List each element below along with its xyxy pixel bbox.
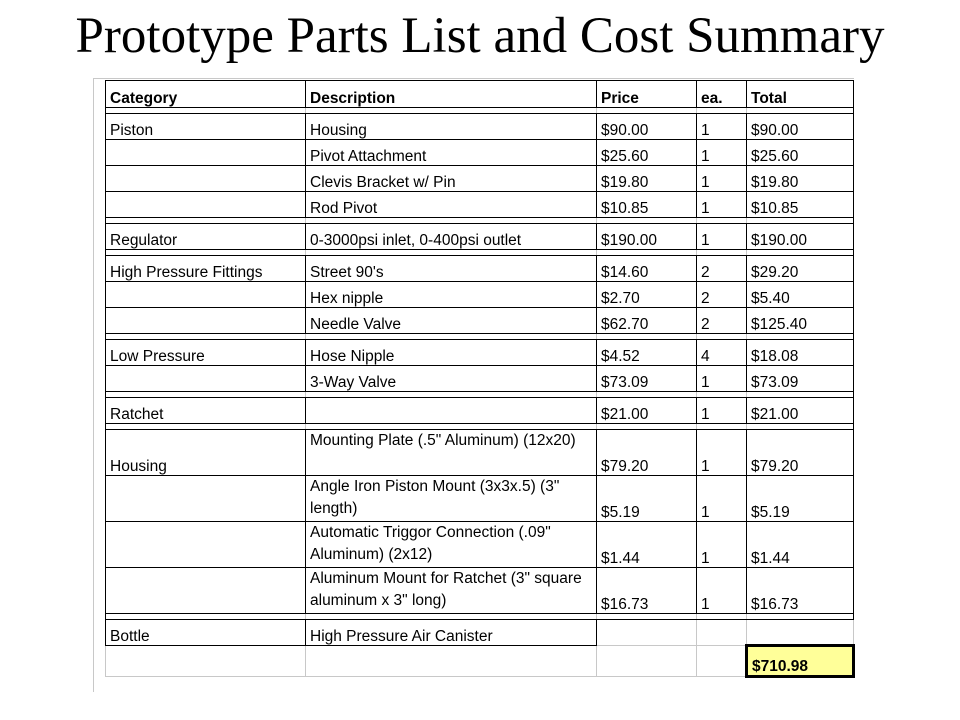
cell-total: $10.85 bbox=[747, 192, 854, 218]
cell-quantity: 1 bbox=[697, 140, 747, 166]
cell-description: Street 90's bbox=[306, 256, 597, 282]
cell-description: Mounting Plate (.5" Aluminum) (12x20) bbox=[306, 430, 597, 476]
cell-total: $25.60 bbox=[747, 140, 854, 166]
cell-total: $21.00 bbox=[747, 398, 854, 424]
cell-total: $19.80 bbox=[747, 166, 854, 192]
cell-category bbox=[106, 166, 306, 192]
cell-price: $73.09 bbox=[597, 366, 697, 392]
cell-category: High Pressure Fittings bbox=[106, 256, 306, 282]
cell-category bbox=[106, 140, 306, 166]
cell-quantity: 1 bbox=[697, 192, 747, 218]
cell-quantity: 1 bbox=[697, 568, 747, 614]
cell-description: Rod Pivot bbox=[306, 192, 597, 218]
cell-quantity: 1 bbox=[697, 114, 747, 140]
cell-description: Hose Nipple bbox=[306, 340, 597, 366]
cell-total: $5.19 bbox=[747, 476, 854, 522]
cell-price: $25.60 bbox=[597, 140, 697, 166]
cell-total: $1.44 bbox=[747, 522, 854, 568]
cell-price: $14.60 bbox=[597, 256, 697, 282]
table-row bbox=[106, 192, 854, 218]
cell-quantity: 1 bbox=[697, 224, 747, 250]
cell-description: Pivot Attachment bbox=[306, 140, 597, 166]
header-category: Category bbox=[106, 81, 306, 108]
cell-category bbox=[106, 192, 306, 218]
cell-price: $79.20 bbox=[597, 430, 697, 476]
cell-quantity: 1 bbox=[697, 430, 747, 476]
grand-total-cell[interactable]: $710.98 bbox=[747, 646, 854, 677]
cell-description: Clevis Bracket w/ Pin bbox=[306, 166, 597, 192]
cell-price: $19.80 bbox=[597, 166, 697, 192]
empty-cell bbox=[597, 646, 697, 677]
table-row bbox=[106, 140, 854, 166]
table-row bbox=[106, 620, 854, 646]
cell-category: Regulator bbox=[106, 224, 306, 250]
cell-category: Bottle bbox=[106, 620, 306, 646]
parts-table bbox=[105, 80, 855, 678]
header-row bbox=[106, 81, 854, 108]
cell-total bbox=[747, 620, 854, 646]
table-row bbox=[106, 308, 854, 334]
cell-description: Angle Iron Piston Mount (3x3x.5) (3" length) bbox=[306, 476, 597, 522]
empty-cell bbox=[306, 646, 597, 677]
cell-price bbox=[597, 620, 697, 646]
cell-price: $4.52 bbox=[597, 340, 697, 366]
cell-category: Ratchet bbox=[106, 398, 306, 424]
cell-description: Aluminum Mount for Ratchet (3" square aluminum x 3" long) bbox=[306, 568, 597, 614]
cell-price: $1.44 bbox=[597, 522, 697, 568]
table-row bbox=[106, 114, 854, 140]
cell-quantity: 1 bbox=[697, 166, 747, 192]
cell-total: $79.20 bbox=[747, 430, 854, 476]
table-row bbox=[106, 476, 854, 522]
cell-price: $62.70 bbox=[597, 308, 697, 334]
table-row bbox=[106, 340, 854, 366]
cell-total: $90.00 bbox=[747, 114, 854, 140]
cell-description: Hex nipple bbox=[306, 282, 597, 308]
cell-category bbox=[106, 522, 306, 568]
cell-price: $5.19 bbox=[597, 476, 697, 522]
cell-description: 0-3000psi inlet, 0-400psi outlet bbox=[306, 224, 597, 250]
cell-description: High Pressure Air Canister bbox=[306, 620, 597, 646]
cell-total: $16.73 bbox=[747, 568, 854, 614]
cell-total: $29.20 bbox=[747, 256, 854, 282]
cell-category: Piston bbox=[106, 114, 306, 140]
cell-description bbox=[306, 398, 597, 424]
cell-category bbox=[106, 282, 306, 308]
cell-category: Housing bbox=[106, 430, 306, 476]
cell-quantity bbox=[697, 620, 747, 646]
cell-price: $190.00 bbox=[597, 224, 697, 250]
cell-quantity: 1 bbox=[697, 522, 747, 568]
table-row bbox=[106, 430, 854, 476]
slide-title: Prototype Parts List and Cost Summary bbox=[75, 8, 885, 64]
empty-cell bbox=[106, 646, 306, 677]
cell-price: $2.70 bbox=[597, 282, 697, 308]
cell-quantity: 1 bbox=[697, 366, 747, 392]
cell-description: Housing bbox=[306, 114, 597, 140]
cell-quantity: 4 bbox=[697, 340, 747, 366]
table-row bbox=[106, 568, 854, 614]
table-row bbox=[106, 224, 854, 250]
cell-price: $10.85 bbox=[597, 192, 697, 218]
header-price: Price bbox=[597, 81, 697, 108]
cell-total: $190.00 bbox=[747, 224, 854, 250]
grand-total-row bbox=[106, 646, 854, 677]
header-each: ea. bbox=[697, 81, 747, 108]
cell-total: $125.40 bbox=[747, 308, 854, 334]
table-row bbox=[106, 166, 854, 192]
cell-quantity: 2 bbox=[697, 308, 747, 334]
table-row bbox=[106, 282, 854, 308]
cell-price: $90.00 bbox=[597, 114, 697, 140]
cell-price: $21.00 bbox=[597, 398, 697, 424]
cell-quantity: 2 bbox=[697, 256, 747, 282]
cell-description: 3-Way Valve bbox=[306, 366, 597, 392]
header-total: Total bbox=[747, 81, 854, 108]
cell-quantity: 1 bbox=[697, 476, 747, 522]
cell-category bbox=[106, 308, 306, 334]
cell-total: $5.40 bbox=[747, 282, 854, 308]
header-description: Description bbox=[306, 81, 597, 108]
cell-price: $16.73 bbox=[597, 568, 697, 614]
empty-cell bbox=[697, 646, 747, 677]
cell-category bbox=[106, 366, 306, 392]
cell-quantity: 1 bbox=[697, 398, 747, 424]
cell-quantity: 2 bbox=[697, 282, 747, 308]
cell-category bbox=[106, 476, 306, 522]
cell-total: $18.08 bbox=[747, 340, 854, 366]
cell-description: Automatic Triggor Connection (.09" Aluminum) (2x12) bbox=[306, 522, 597, 568]
cell-category bbox=[106, 568, 306, 614]
table-row bbox=[106, 522, 854, 568]
cell-total: $73.09 bbox=[747, 366, 854, 392]
table-row bbox=[106, 398, 854, 424]
table-row bbox=[106, 366, 854, 392]
cell-category: Low Pressure bbox=[106, 340, 306, 366]
table-row bbox=[106, 256, 854, 282]
cell-description: Needle Valve bbox=[306, 308, 597, 334]
